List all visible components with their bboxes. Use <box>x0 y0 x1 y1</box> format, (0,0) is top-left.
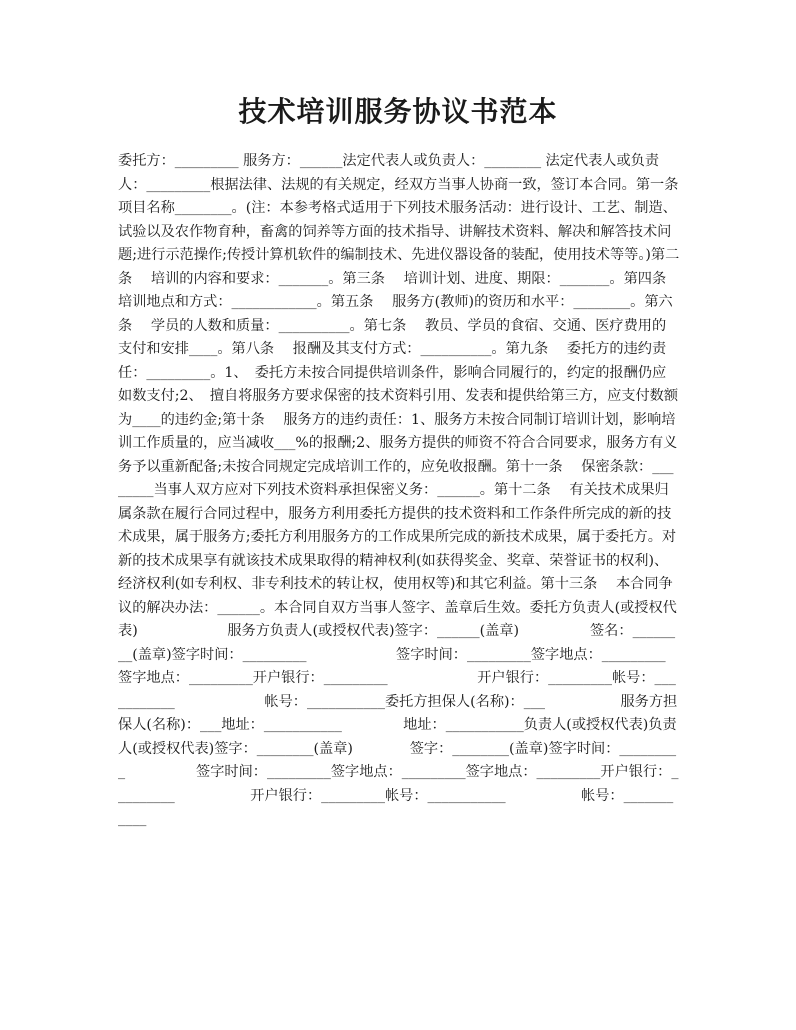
document-body: 委托方：_________ 服务方：______法定代表人或负责人：________ 法定代表人或负责人：_________根据法律、法规的有关规定，经双方当事人协商一致，签订本合同。第一条 项目名称________。(注：本参考格式适用于下列技术服务活动：进行设计、工艺、制造、试验以及农作物育种，畜禽的饲养等方面的技术指导、讲解技术资料、解决和解答技术问题;进行示范操作;传授计算机软件的编制技术、先进仪器设备的装配，使用技术等等。)第二条 培训的内容和要求：_______。第三条 培训计划、进度、期限：_______。第四条 培训地点和方式：____________。第五条 服务方(教师)的资历和水平：________。第六条 学员的人数和质量：__________。第七条 教员、学员的食宿、交通、医疗费用的支付和安排____。第八条 报酬及其支付方式：__________。第九条 委托方的违约责任：_________。1、 委托方未按合同提供培训条件，影响合同履行的，约定的报酬仍应如数支付;2、 擅自将服务方要求保密的技术资料引用、发表和提供给第三方，应支付数额为____的违约金;第十条 服务方的违约责任：1、服务方未按合同制订培训计划，影响培训工作质量的，应当减收___%的报酬;2、服务方提供的师资不符合合同要求，服务方有义务予以重新配备;未按合同规定完成培训工作的，应免收报酬。第十一条 保密条款：________当事人双方应对下列技术资料承担保密义务：______。第十二条 有关技术成果归属条款在履行合同过程中，服务方利用委托方提供的技术资料和工作条件所完成的新的技术成果，属于服务方;委托方利用服务方的工作成果所完成的新技术成果，属于委托方。对新的技术成果享有就该技术成果取得的精神权利(如获得奖金、奖章、荣誉证书的权利)、经济权利(如专利权、非专利技术的转让权，使用权等)和其它利益。第十三条 本合同争议的解决办法：______。本合同自双方当事人签字、盖章后生效。委托方负责人(或授权代表) 服务方负责人(或授权代表)签字：______(盖章) 签名：________(盖章)签字时间：_________ 签字时间：_________签字地点：_________ 签字地点：_________开户银行：_________ 开户银行：_________帐号：___________ 帐号：___________委托方担保人(名称)：___ 服务方担保人(名称)：___地址：___________ 地址：___________负责人(或授权代表)负责人(或授权代表)签字：________(盖章) 签字：________(盖章)签字时间：_________ 签字时间：_________签字地点：_________签字地点：_________开户银行：_________ 开户银行：_________帐号：___________ 帐号：___________ <box>118 153 756 827</box>
document-title: 技术培训服务协议书范本 <box>238 95 558 128</box>
